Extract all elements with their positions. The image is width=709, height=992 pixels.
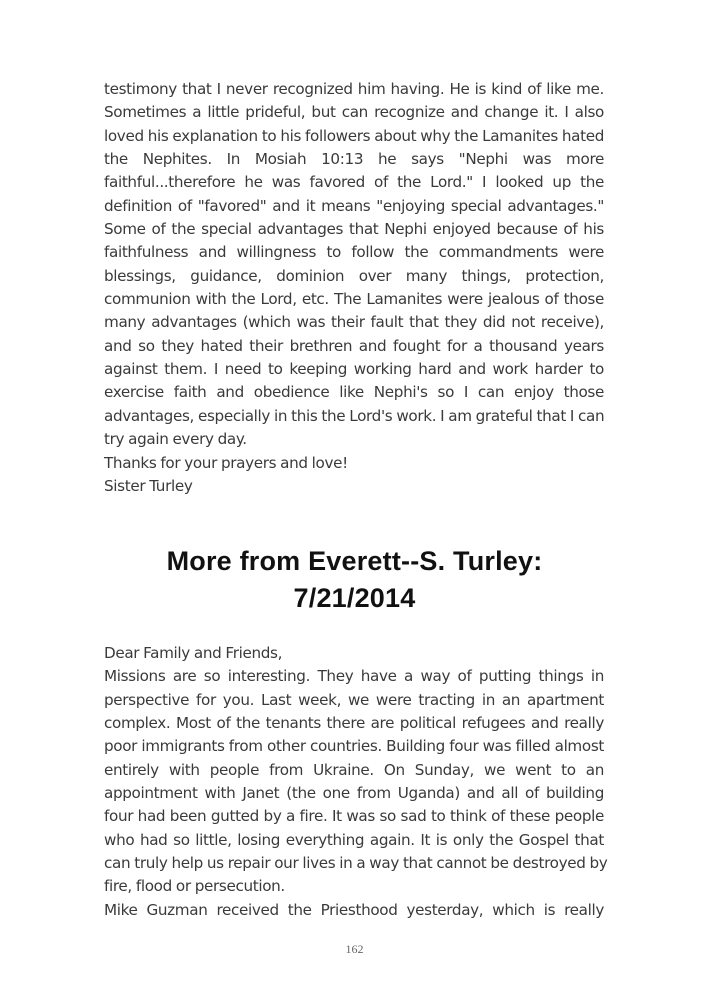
text-line: poor immigrants from other countries. Building four was filled almost: [104, 737, 604, 756]
text-line: faithfulness and willingness to follow the commandments were: [104, 243, 604, 262]
section-heading-title: More from Everett--S. Turley:: [166, 546, 543, 576]
letter-body: [104, 642, 608, 922]
text-line: faithful...therefore he was favored of the Lord." I looked up the: [104, 173, 604, 192]
letter-continuation: [104, 78, 604, 498]
section-heading-date: 7/21/2014: [293, 583, 416, 613]
text-line: Dear Family and Friends,: [104, 644, 283, 662]
text-line: Mike Guzman received the Priesthood yesterday, which is really: [104, 900, 604, 919]
text-line: can truly help us repair our lives in a way that cannot be destroyed by: [104, 854, 608, 873]
text-line: definition of "favored" and it means "enjoying special advantages.": [104, 196, 604, 215]
text-line: loved his explanation to his followers about why the Lamanites hated: [104, 126, 604, 145]
text-line: fire, flood or persecution.: [104, 877, 285, 896]
text-line: Sometimes a little prideful, but can recognize and change it. I also: [104, 103, 604, 122]
text-line: appointment with Janet (the one from Uganda) and all of building: [104, 784, 604, 803]
text-line: perspective for you. Last week, we were tracting in an apartment: [104, 690, 604, 709]
text-line: Sister Turley: [104, 476, 193, 495]
text-line: communion with the Lord, etc. The Lamanites were jealous of those: [104, 290, 604, 309]
text-line: Some of the special advantages that Nephi enjoyed because of his: [104, 220, 604, 239]
text-line: testimony that I never recognized him having. He is kind of like me.: [104, 80, 604, 98]
text-line: many advantages (which was their fault that they did not receive),: [104, 313, 604, 332]
text-line: the Nephites. In Mosiah 10:13 he says "Nephi was more: [104, 150, 604, 169]
text-line: entirely with people from Ukraine. On Sunday, we went to an: [104, 760, 604, 779]
text-line: against them. I need to keeping working hard and work harder to: [104, 360, 604, 379]
text-line: exercise faith and obedience like Nephi's so I can enjoy those: [104, 383, 604, 402]
text-line: complex. Most of the tenants there are political refugees and really: [104, 714, 604, 733]
text-line: blessings, guidance, dominion over many things, protection,: [104, 266, 604, 285]
text-line: Thanks for your prayers and love!: [104, 453, 348, 472]
text-line: who had so little, losing everything again. It is only the Gospel that: [104, 830, 604, 849]
text-line: advantages, especially in this the Lord's work. I am grateful that I can: [104, 406, 605, 425]
text-line: four had been gutted by a fire. It was so sad to think of these people: [104, 807, 604, 826]
page-number: 162: [345, 942, 364, 956]
text-line: try again every day.: [104, 430, 247, 449]
text-line: Missions are so interesting. They have a way of putting things in: [104, 667, 604, 686]
text-line: and so they hated their brethren and fought for a thousand years: [104, 336, 604, 355]
